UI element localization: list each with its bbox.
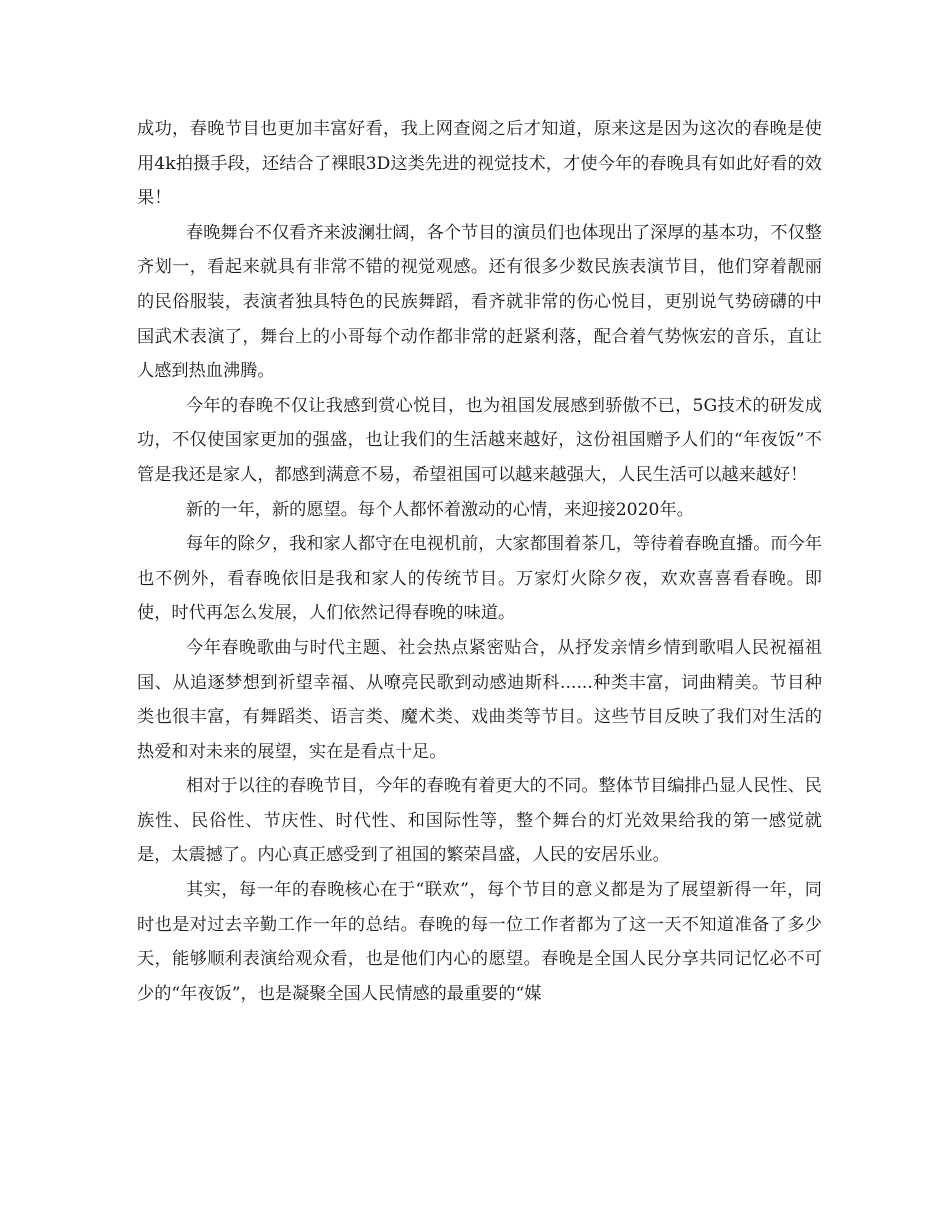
paragraph-6: 今年春晚歌曲与时代主题、社会热点紧密贴合，从抒发亲情乡情到歌唱人民祝福祖国、从追逐梦想到祈望幸福、从嘹亮民歌到动感迪斯科......种类丰富，词曲精美。节目种类也很丰富，有舞蹈类、语言类、魔术类、戏曲类等节目。这些节目反映了我们对生活的热爱和对未来的展望，实在是看点十足。: [137, 637, 822, 762]
paragraph-7: 相对于以往的春晚节目，今年的春晚有着更大的不同。整体节目编排凸显人民性、民族性、民俗性、节庆性、时代性、和国际性等，整个舞台的灯光效果给我的第一感觉就是，太震撼了。内心真正感受到了祖国的繁荣昌盛，人民的安居乐业。: [137, 776, 822, 866]
paragraph-4: 新的一年，新的愿望。每个人都怀着激动的心情，来迎接2020年。: [186, 499, 694, 520]
paragraph-1: 成功，春晚节目也更加丰富好看，我上网查阅之后才知道，原来这是因为这次的春晚是使用4k拍摄手段，还结合了裸眼3D这类先进的视觉技术，才使今年的春晚具有如此好看的效果！: [137, 119, 822, 209]
paragraph-5: 每年的除夕，我和家人都守在电视机前，大家都围着茶几，等待着春晚直播。而今年也不例外，看春晚依旧是我和家人的传统节目。万家灯火除夕夜，欢欢喜喜看春晚。即使，时代再怎么发展，人们依然记得春晚的味道。: [137, 534, 822, 624]
paragraph-8: 其实，每一年的春晚核心在于“联欢”，每个节目的意义都是为了展望新得一年，同时也是对过去辛勤工作一年的总结。春晚的每一位工作者都为了这一天不知道准备了多少天，能够顺利表演给观众看，也是他们内心的愿望。春晚是全国人民分享共同记忆必不可少的“年夜饭”，也是凝聚全国人民情感的最重要的“媒: [137, 880, 822, 1004]
paragraph-2: 春晚舞台不仅看齐来波澜壮阔，各个节目的演员们也体现出了深厚的基本功，不仅整齐划一，看起来就具有非常不错的视觉观感。还有很多少数民族表演节目，他们穿着靓丽的民俗服装，表演者独具特色的民族舞蹈，看齐就非常的伤心悦目，更别说气势磅礴的中国武术表演了，舞台上的小哥每个动作都非常的赶紧利落，配合着气势恢宏的音乐，直让人感到热血沸腾。: [137, 222, 822, 382]
document-body: [137, 112, 822, 1011]
paragraph-3: 今年的春晚不仅让我感到赏心悦目，也为祖国发展感到骄傲不已，5G技术的研发成功，不仅使国家更加的强盛，也让我们的生活越来越好，这份祖国赠予人们的“年夜饭”不管是我还是家人，都感到满意不易，希望祖国可以越来越强大，人民生活可以越来越好！: [137, 395, 822, 485]
